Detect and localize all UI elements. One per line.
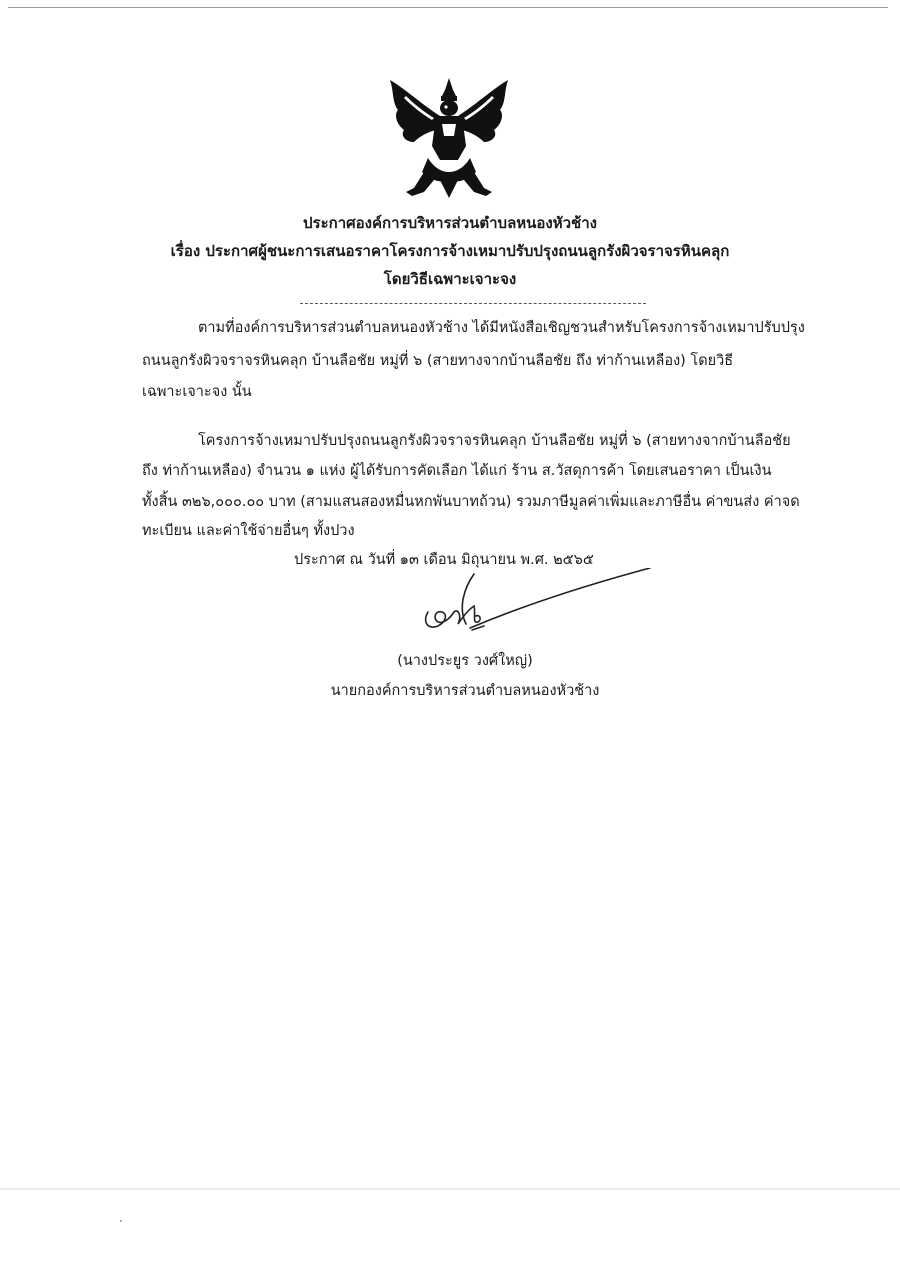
heading-organization: ประกาศองค์การบริหารส่วนตำบลหนองหัวช้าง	[303, 214, 597, 232]
garuda-emblem	[384, 76, 514, 200]
paragraph-2-line-3: ทั้งสิ้น ๓๒๖,๐๐๐.๐๐ บาท (สามแสนสองหมื่นหกพันบาทถ้วน) รวมภาษีมูลค่าเพิ่มและภาษีอื่น ค่าขนส่ง ค่าจด	[142, 494, 800, 510]
scan-edge-line	[0, 1188, 900, 1190]
paragraph-1-line-1: ตามที่องค์การบริหารส่วนตำบลหนองหัวช้าง ได้มีหนังสือเชิญชวนสำหรับโครงการจ้างเหมาปรับปรุง	[198, 320, 805, 336]
scan-speck	[120, 1220, 122, 1222]
heading-subject: เรื่อง ประกาศผู้ชนะการเสนอราคาโครงการจ้างเหมาปรับปรุงถนนลูกรังผิวจราจรหินคลุก	[170, 242, 730, 260]
announcement-date: ประกาศ ณ วันที่ ๑๓ เดือน มิถุนายน พ.ศ. ๒๕๖๕	[294, 552, 594, 568]
page-border-top	[8, 7, 888, 8]
handwritten-signature	[418, 568, 658, 640]
dashed-separator	[300, 303, 646, 304]
paragraph-1-line-3: เฉพาะเจาะจง นั้น	[142, 384, 252, 400]
paragraph-2-line-1: โครงการจ้างเหมาปรับปรุงถนนลูกรังผิวจราจรหินคลุก บ้านลือชัย หมู่ที่ ๖ (สายทางจากบ้านลือชัย	[198, 433, 791, 449]
paragraph-2-line-2: ถึง ท่าก้านเหลือง) จำนวน ๑ แห่ง ผู้ได้รับการคัดเลือก ได้แก่ ร้าน ส.วัสดุการค้า โดยเสนอราคา เป็นเงิน	[142, 463, 772, 479]
paragraph-2-line-4: ทะเบียน และค่าใช้จ่ายอื่นๆ ทั้งปวง	[142, 523, 355, 539]
signer-name: (นางประยูร วงศ์ใหญ่)	[397, 653, 533, 669]
paragraph-1-line-2: ถนนลูกรังผิวจราจรหินคลุก บ้านลือชัย หมู่ที่ ๖ (สายทางจากบ้านลือชัย ถึง ท่าก้านเหลือง) โดยวิธี	[142, 353, 734, 369]
heading-method: โดยวิธีเฉพาะเจาะจง	[383, 270, 517, 288]
signer-position: นายกองค์การบริหารส่วนตำบลหนองหัวช้าง	[330, 683, 600, 699]
